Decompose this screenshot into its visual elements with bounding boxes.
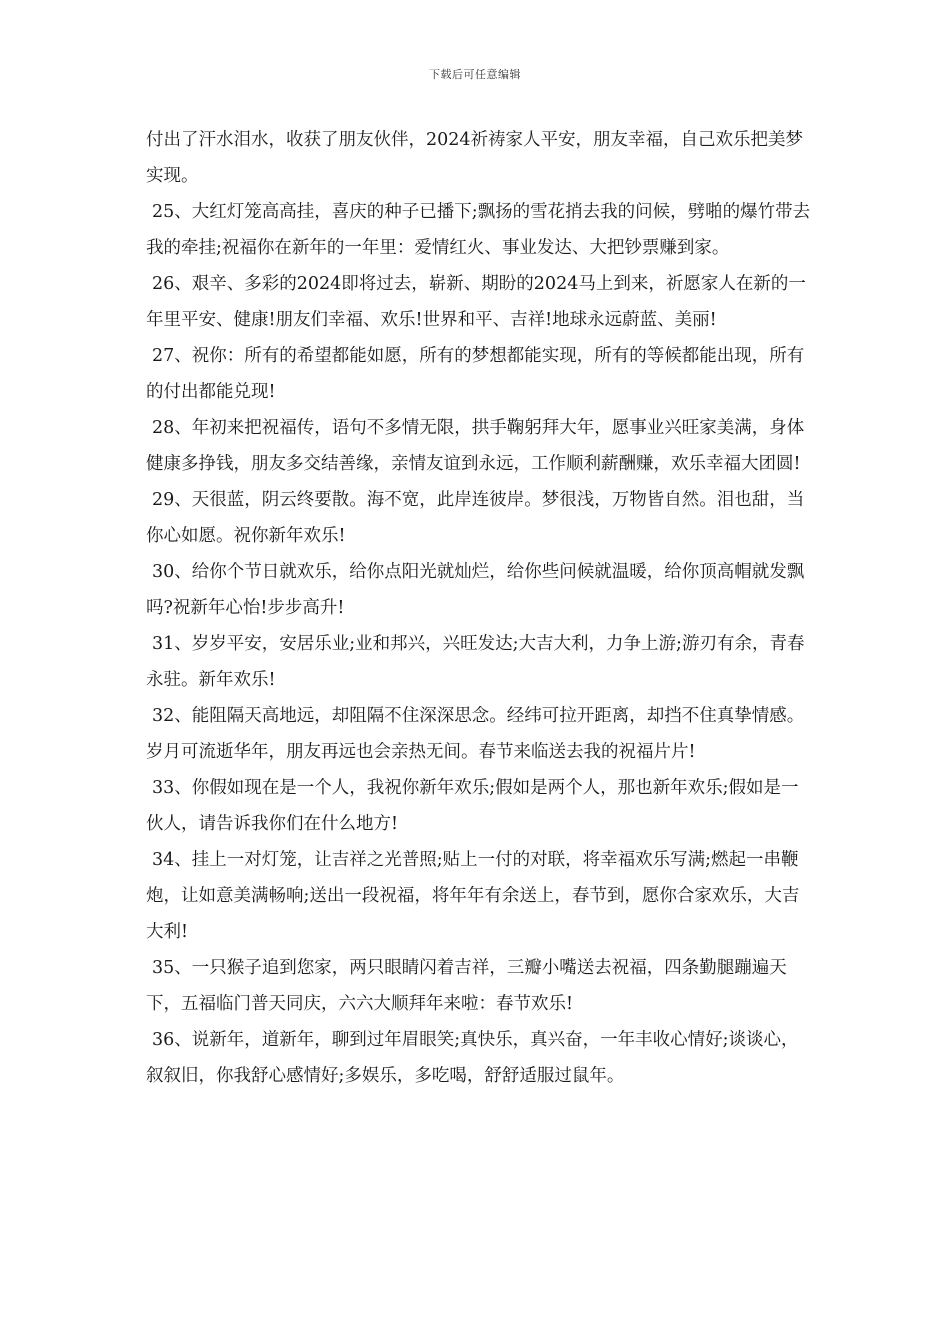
paragraph: 32、能阻隔天高地远，却阻隔不住深深思念。经纬可拉开距离，却挡不住真挚情感。岁月可流逝华年，朋友再远也会亲热无间。春节来临送去我的祝福片片!	[146, 706, 805, 762]
paragraph: 28、年初来把祝福传，语句不多情无限，拱手鞠躬拜大年，愿事业兴旺家美满，身体健康多挣钱，朋友多交结善缘，亲情友谊到永远，工作顺利薪酬赚，欢乐幸福大团圆!	[146, 418, 805, 474]
document-body	[146, 122, 816, 1094]
paragraph: 35、一只猴子追到您家，两只眼睛闪着吉祥，三瓣小嘴送去祝福，四条勤腿蹦遍天下，五福临门普天同庆，六六大顺拜年来啦：春节欢乐!	[146, 958, 787, 1014]
paragraph: 付出了汗水泪水，收获了朋友伙伴，2024祈祷家人平安，朋友幸福，自己欢乐把美梦实现。	[146, 130, 804, 186]
paragraph: 27、祝你：所有的希望都能如愿，所有的梦想都能实现，所有的等候都能出现，所有的付出都能兑现!	[146, 346, 805, 402]
paragraph: 33、你假如现在是一个人，我祝你新年欢乐;假如是两个人，那也新年欢乐;假如是一伙人，请告诉我你们在什么地方!	[146, 778, 799, 834]
paragraph: 36、说新年，道新年，聊到过年眉眼笑;真快乐，真兴奋，一年丰收心情好;谈谈心，叙叙旧，你我舒心感情好;多娱乐，多吃喝，舒舒适服过鼠年。	[146, 1030, 799, 1086]
paragraph: 34、挂上一对灯笼，让吉祥之光普照;贴上一付的对联，将幸福欢乐写满;燃起一串鞭炮，让如意美满畅响;送出一段祝福，将年年有余送上，春节到，愿你合家欢乐，大吉大利!	[146, 850, 800, 942]
paragraph: 26、艰辛、多彩的2024即将过去，崭新、期盼的2024马上到来，祈愿家人在新的一年里平安、健康!朋友们幸福、欢乐!世界和平、吉祥!地球永远蔚蓝、美丽!	[146, 274, 806, 330]
paragraph: 30、给你个节日就欢乐，给你点阳光就灿烂，给你些问候就温暖，给你顶高帽就发飘吗?祝新年心怡!步步高升!	[146, 562, 805, 618]
paragraph: 29、天很蓝，阴云终要散。海不宽，此岸连彼岸。梦很浅，万物皆自然。泪也甜，当你心如愿。祝你新年欢乐!	[146, 490, 805, 546]
page-header: 下载后可任意编辑	[429, 68, 521, 81]
paragraph: 25、大红灯笼高高挂，喜庆的种子已播下;飘扬的雪花捎去我的问候，劈啪的爆竹带去我的牵挂;祝福你在新年的一年里：爱情红火、事业发达、大把钞票赚到家。	[146, 202, 811, 258]
paragraph: 31、岁岁平安，安居乐业;业和邦兴，兴旺发达;大吉大利，力争上游;游刃有余，青春永驻。新年欢乐!	[146, 634, 805, 690]
